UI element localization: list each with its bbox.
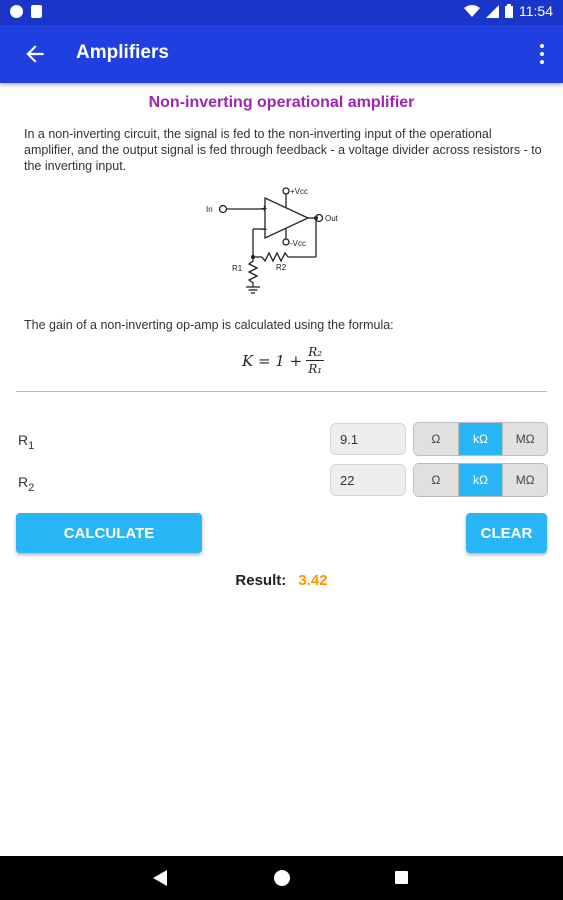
r1-unit-selector xyxy=(413,422,548,456)
back-arrow-icon[interactable] xyxy=(22,41,48,67)
r1-input[interactable]: 9.1 xyxy=(330,423,406,455)
status-indicators xyxy=(464,3,553,19)
battery-icon xyxy=(505,4,513,18)
svg-text:−: − xyxy=(261,224,268,236)
op-amp-circuit-diagram xyxy=(200,183,360,298)
r2-unit-mohm[interactable]: MΩ xyxy=(503,464,547,496)
r1-label-field: $R_1$ xyxy=(18,432,35,452)
r1-unit-kohm[interactable]: kΩ xyxy=(459,423,504,455)
svg-text:+: + xyxy=(261,203,268,215)
r2-label-field: $R_2$ xyxy=(18,474,35,494)
description-text: In a non-inverting circuit, the signal is fed to the non-inverting input of the operational amplifier, and the output signal is fed through feedback - a voltage divider across resistors - to the inverting input. xyxy=(24,127,542,173)
clear-button[interactable]: CLEAR xyxy=(466,513,547,553)
vcc-neg-label: -Vcc xyxy=(290,239,306,248)
nav-back-icon[interactable] xyxy=(153,870,167,886)
result-label: Result: xyxy=(235,572,287,589)
app-bar xyxy=(0,25,563,83)
nav-recents-icon[interactable] xyxy=(395,871,408,884)
sd-card-icon xyxy=(31,5,42,18)
wifi-icon xyxy=(464,5,480,18)
r1-unit-mohm[interactable]: MΩ xyxy=(503,423,547,455)
output-label: Out xyxy=(325,214,338,223)
divider xyxy=(16,391,547,392)
formula-intro-text: The gain of a non-inverting op-amp is calculated using the formula: xyxy=(24,318,394,332)
overflow-menu-icon[interactable] xyxy=(537,42,547,66)
r1-label: R1 xyxy=(232,264,243,273)
input-label: In xyxy=(206,205,213,214)
system-nav-bar xyxy=(0,856,563,900)
r2-unit-kohm[interactable]: kΩ xyxy=(459,464,504,496)
formula-fraction xyxy=(306,345,324,376)
section-heading: Non-inverting operational amplifier xyxy=(148,94,415,111)
notification-icons xyxy=(10,5,42,18)
r2-label: R2 xyxy=(276,263,287,272)
signal-icon xyxy=(486,5,499,18)
r2-unit-selector xyxy=(413,463,548,497)
notification-circle-icon xyxy=(10,5,23,18)
calculate-button[interactable]: CALCULATE xyxy=(16,513,202,553)
r1-unit-ohm[interactable]: Ω xyxy=(414,423,459,455)
formula-numerator: R₂ xyxy=(308,345,323,359)
status-time: 11:54 xyxy=(519,3,553,19)
r2-unit-ohm[interactable]: Ω xyxy=(414,464,459,496)
vcc-pos-label: +Vcc xyxy=(290,187,309,196)
result-value: 3.42 xyxy=(298,572,328,589)
gain-formula xyxy=(242,345,324,376)
formula-denominator: R₁ xyxy=(308,362,323,376)
status-bar xyxy=(0,0,563,25)
formula-lhs: K = 1 + xyxy=(242,351,303,370)
r2-input[interactable]: 22 xyxy=(330,464,406,496)
page-title: Amplifiers xyxy=(76,42,169,63)
nav-home-icon[interactable] xyxy=(274,870,290,886)
result-line xyxy=(0,572,563,589)
